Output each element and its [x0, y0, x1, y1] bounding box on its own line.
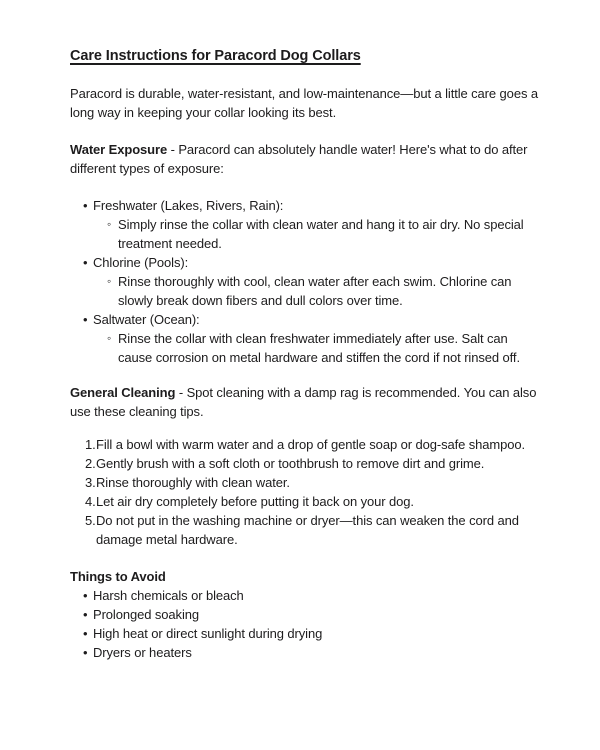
list-item	[70, 253, 540, 310]
list-item-label: • Freshwater (Lakes, Rivers, Rain):	[93, 198, 284, 213]
page-title: Care Instructions for Paracord Dog Collars	[70, 48, 361, 64]
water-exposure-text: - Paracord can absolutely handle water! Here's what to do after different types of exposure:	[70, 142, 528, 176]
list-item	[70, 643, 540, 662]
list-step	[70, 454, 540, 473]
list-step-text: Fill a bowl with warm water and a drop of gentle soap or dog-safe shampoo.	[96, 437, 526, 452]
list-step	[70, 511, 540, 549]
water-exposure-heading: Water Exposure	[70, 142, 168, 157]
list-item-label: • Saltwater (Ocean):	[93, 312, 200, 327]
general-cleaning-text: - Spot cleaning with a damp rag is recommended. You can also use these cleaning tips.	[70, 385, 537, 419]
things-to-avoid-heading: Things to Avoid	[70, 569, 166, 584]
water-exposure-paragraph	[70, 140, 540, 178]
list-item	[70, 586, 540, 605]
list-item-label: • Chlorine (Pools):	[93, 255, 189, 270]
list-step-text: Do not put in the washing machine or dryer—this can weaken the cord and damage metal hardware.	[96, 513, 519, 547]
list-subitem	[93, 215, 540, 253]
list-item-text: • Dryers or heaters	[93, 645, 192, 660]
general-cleaning-paragraph	[70, 383, 540, 421]
things-to-avoid-list	[70, 586, 540, 662]
list-step-text: Rinse thoroughly with clean water.	[96, 475, 290, 490]
list-step-text: Gently brush with a soft cloth or toothbrush to remove dirt and grime.	[96, 456, 485, 471]
general-cleaning-heading: General Cleaning	[70, 385, 176, 400]
list-item	[70, 310, 540, 367]
intro-paragraph: Paracord is durable, water-resistant, and low-maintenance—but a little care goes a long way in keeping your collar looking its best.	[70, 86, 538, 120]
list-item-text: • Prolonged soaking	[93, 607, 199, 622]
water-exposure-list	[70, 196, 540, 367]
list-item-text: • High heat or direct sunlight during drying	[93, 626, 323, 641]
list-step	[70, 435, 540, 454]
list-item	[70, 624, 540, 643]
list-subitem-text: ◦ Rinse thoroughly with cool, clean water after each swim. Chlorine can slowly break down fibers and dull colors over time.	[118, 274, 512, 308]
list-step	[70, 473, 540, 492]
list-subitem-text: ◦ Simply rinse the collar with clean water and hang it to air dry. No special treatment needed.	[118, 217, 524, 251]
list-item	[70, 605, 540, 624]
cleaning-steps-list	[70, 435, 540, 549]
list-item	[70, 196, 540, 253]
list-subitem-text: ◦ Rinse the collar with clean freshwater immediately after use. Salt can cause corrosion on metal hardware and stiffen the cord if not rinsed off.	[118, 331, 520, 365]
list-step-text: Let air dry completely before putting it back on your dog.	[96, 494, 414, 509]
list-subitem	[93, 329, 540, 367]
list-subitem	[93, 272, 540, 310]
list-step	[70, 492, 540, 511]
list-item-text: • Harsh chemicals or bleach	[93, 588, 244, 603]
